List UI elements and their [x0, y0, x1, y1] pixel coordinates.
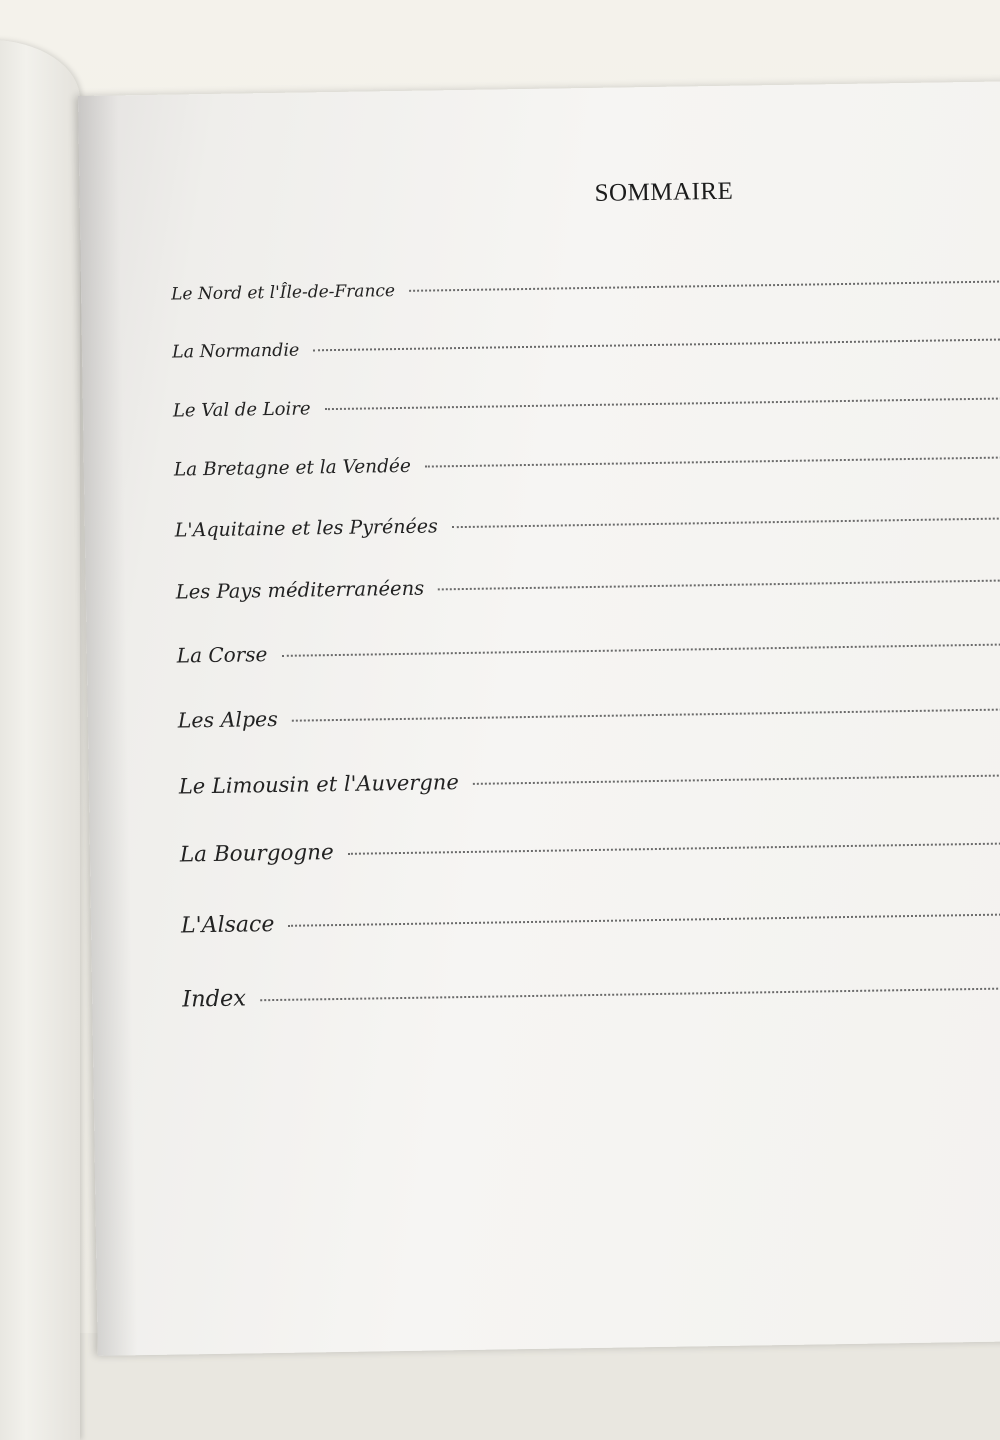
book-page	[78, 81, 1000, 1356]
dot-leader	[313, 338, 1000, 351]
toc-entry-label: L'Alsace	[180, 912, 275, 939]
page-title: SOMMAIRE	[594, 177, 734, 207]
dot-leader	[473, 774, 1000, 785]
toc-entry-label: Les Pays méditerranéens	[175, 576, 425, 604]
toc-entry	[180, 829, 1000, 913]
toc-entry-label: Index	[181, 985, 247, 1013]
dot-leader	[288, 913, 1000, 927]
dot-leader	[438, 579, 1000, 590]
dot-leader	[325, 397, 1000, 410]
table-of-contents	[171, 271, 1000, 1061]
toc-entry-label: La Bourgogne	[179, 840, 334, 868]
toc-entry-label: Le Limousin et l'Auvergne	[178, 770, 459, 799]
dot-leader	[452, 517, 1000, 528]
dot-leader	[425, 456, 1000, 468]
previous-page-edge	[0, 40, 80, 1440]
toc-entry-label: L'Aquitaine et les Pyrénées	[174, 515, 438, 542]
toc-entry-label: Le Val de Loire	[172, 398, 311, 422]
dot-leader	[409, 280, 1000, 292]
toc-entry	[181, 900, 1000, 986]
toc-entry	[179, 761, 1000, 842]
dot-leader	[292, 708, 1000, 722]
dot-leader	[348, 842, 1000, 855]
toc-entry-label: La Normandie	[171, 340, 300, 363]
dot-leader	[281, 643, 1000, 657]
toc-entry-label: Le Nord et l'Île-de-France	[170, 281, 396, 305]
toc-entry-label: La Corse	[176, 642, 268, 668]
toc-entry-label: La Bretagne et la Vendée	[173, 455, 412, 481]
toc-entry	[182, 973, 1000, 1061]
toc-entry-label: Les Alpes	[177, 706, 278, 733]
dot-leader	[260, 987, 1000, 1001]
